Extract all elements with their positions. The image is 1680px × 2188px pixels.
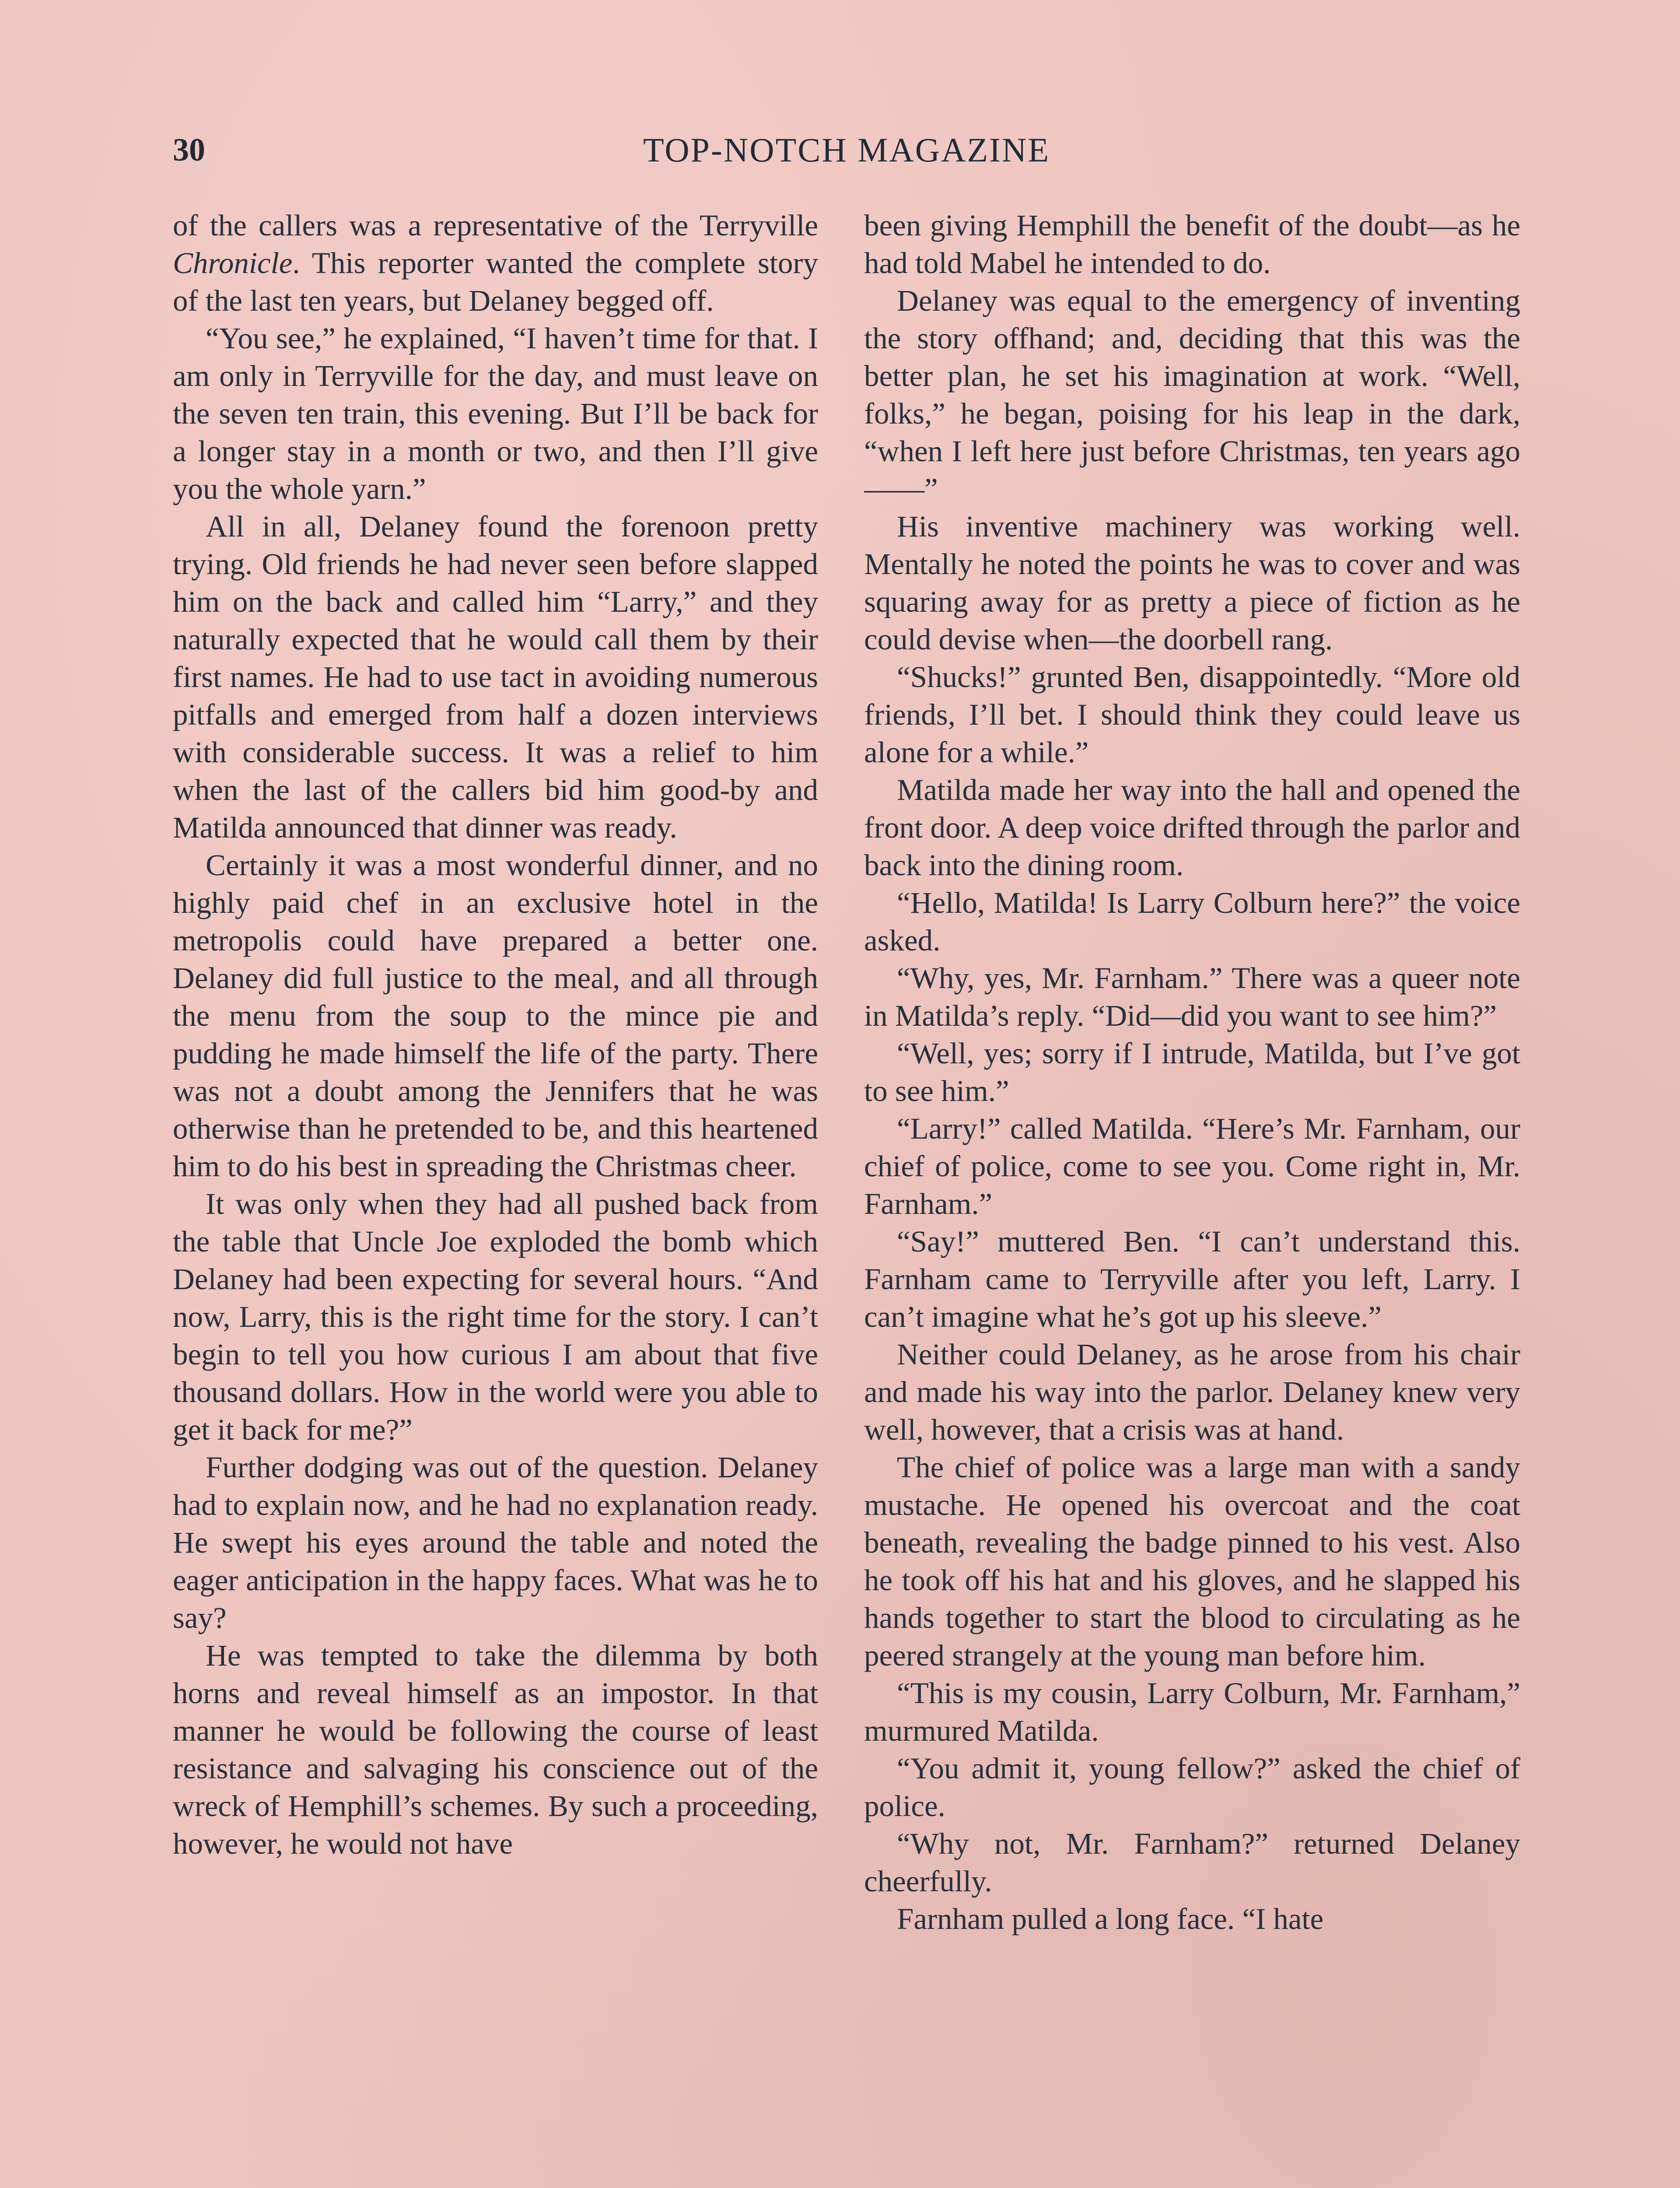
paragraph: The chief of police was a large man with a sandy mustache. He opened his overcoat and the coat beneath, revealing the badge pinned to his vest. Also he took off his hat and his gloves, and he slapped his hands together to start the blood to circulating as he peered strangely at the young man before him. <box>864 1451 1520 1672</box>
paragraph: Neither could Delaney, as he arose from his chair and made his way into the parlor. Delaney knew very well, however, that a crisis was at hand. <box>864 1338 1520 1446</box>
paragraph: He was tempted to take the dilemma by both horns and reveal himself as an impostor. In that manner he would be following the course of least resistance and salvaging his conscience out of the wreck of Hemphill’s schemes. By such a proceeding, however, he would not have <box>173 1639 818 1860</box>
paragraph: “Hello, Matilda! Is Larry Colburn here?” the voice asked. <box>864 886 1520 957</box>
paragraph: “This is my cousin, Larry Colburn, Mr. Farnham,” murmured Matilda. <box>864 1676 1520 1747</box>
paragraph: All in all, Delaney found the forenoon pretty trying. Old friends he had never seen before slapped him on the back and called him “Larry,” and they naturally expected that he would call them by their first names. He had to use tact in avoiding numerous pitfalls and emerged from half a dozen interviews with considerable success. It was a relief to him when the last of the callers bid him good-by and Matilda announced that dinner was ready. <box>173 510 818 844</box>
paragraph: His inventive machinery was working well. Mentally he noted the points he was to cover and was squaring away for as pretty a piece of fiction as he could devise when—the doorbell rang. <box>864 510 1520 656</box>
running-title: TOP-NOTCH MAGAZINE <box>643 131 1050 169</box>
paragraph: “Shucks!” grunted Ben, disappointedly. “More old friends, I’ll bet. I should think they could leave us alone for a while.” <box>864 660 1520 769</box>
paragraph: Farnham pulled a long face. “I hate <box>897 1902 1324 1936</box>
paragraph: been giving Hemphill the benefit of the doubt—as he had told Mabel he intended to do. <box>864 209 1520 280</box>
paragraph: Certainly it was a most wonderful dinner, and no highly paid chef in an exclusive hotel in the metropolis could have prepared a better one. Delaney did full justice to the meal, and all through the menu from the soup to the mince pie and pudding he made himself the life of the party. There was not a doubt among the Jennifers that he was otherwise than he pretended to be, and this heartened him to do his best in spreading the Christmas cheer. <box>173 849 818 1183</box>
newspaper-name: Chronicle <box>173 246 293 280</box>
left-column <box>173 207 818 2188</box>
paragraph: “Why, yes, Mr. Farnham.” There was a queer note in Matilda’s reply. “Did—did you want to see him?” <box>864 961 1520 1032</box>
paragraph: “Larry!” called Matilda. “Here’s Mr. Farnham, our chief of police, come to see you. Come right in, Mr. Farnham.” <box>864 1112 1520 1220</box>
paragraph: Delaney was equal to the emergency of inventing the story offhand; and, deciding that this was the better plan, he set his imagination at work. “Well, folks,” he began, poising for his leap in the dark, “when I left here just before Christmas, ten years ago——” <box>864 284 1520 505</box>
paragraph: It was only when they had all pushed back from the table that Uncle Joe exploded the bomb which Delaney had been expecting for several hours. “And now, Larry, this is the right time for the story. I can’t begin to tell you how curious I am about that five thousand dollars. How in the world were you able to get it back for me?” <box>173 1187 818 1446</box>
paragraph: of the callers was a representative of the Terryville Chronicle. This reporter wanted the complete story of the last ten years, but Delaney begged off. <box>173 209 818 317</box>
paragraph: “Say!” muttered Ben. “I can’t understand this. Farnham came to Terryville after you left, Larry. I can’t imagine what he’s got up his sleeve.” <box>864 1225 1520 1333</box>
paragraph: “Why not, Mr. Farnham?” returned Delaney cheerfully. <box>864 1827 1520 1898</box>
paragraph: “Well, yes; sorry if I intrude, Matilda, but I’ve got to see him.” <box>864 1037 1520 1108</box>
page-number: 30 <box>173 132 205 168</box>
right-column <box>864 207 1520 2188</box>
paragraph: Matilda made her way into the hall and opened the front door. A deep voice drifted through the parlor and back into the dining room. <box>864 773 1520 882</box>
paragraph: “You admit it, young fellow?” asked the chief of police. <box>864 1752 1520 1823</box>
paragraph: Further dodging was out of the question. Delaney had to explain now, and he had no explanation ready. He swept his eyes around the table and noted the eager anticipation in the happy faces. What was he to say? <box>173 1451 818 1634</box>
page-header <box>173 126 1520 174</box>
paragraph: “You see,” he explained, “I haven’t time for that. I am only in Terryville for the day, and must leave on the seven ten train, this evening. But I’ll be back for a longer stay in a month or two, and then I’ll give you the whole yarn.” <box>173 322 818 505</box>
